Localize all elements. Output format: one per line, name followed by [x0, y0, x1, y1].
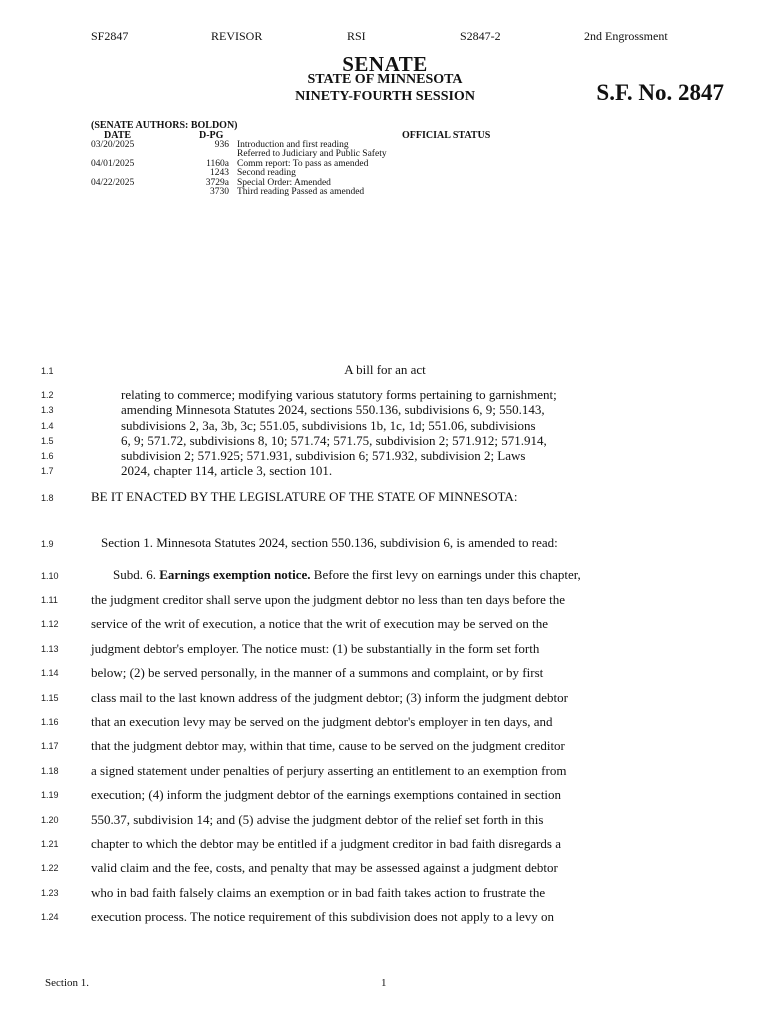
- history-dpg: 3729a: [205, 178, 229, 188]
- relating-clause-line: subdivision 2; 571.925; 571.931, subdivision 6; 571.932, subdivision 2; Laws: [121, 448, 526, 463]
- page-number: 1: [381, 977, 387, 989]
- history-status: Special Order: Amended: [237, 178, 331, 188]
- body-line: class mail to the last known address of the judgment debtor; (3) inform the judgment debtor: [91, 689, 568, 705]
- subdivision-number: Subd. 6.: [113, 567, 160, 582]
- body-line: execution; (4) inform the judgment debtor of the earnings exemptions contained in section: [91, 787, 562, 803]
- line-number: 1.4: [41, 421, 54, 431]
- line-number: 1.20: [41, 814, 59, 825]
- history-col-status: OFFICIAL STATUS: [402, 130, 491, 141]
- history-dpg: 1160a: [206, 159, 229, 169]
- body-line: judgment debtor's employer. The notice must: (1) be substantially in the form set forth: [91, 640, 540, 656]
- header-version: S2847-2: [460, 29, 501, 43]
- body-line: 550.37, subdivision 14; and (5) advise the judgment debtor of the relief set forth in this: [91, 811, 544, 827]
- line-number: 1.14: [41, 668, 59, 679]
- history-dpg: 936: [214, 140, 229, 150]
- history-row: [91, 188, 521, 198]
- history-col-date: DATE: [104, 130, 132, 141]
- line-number: 1.18: [41, 765, 59, 776]
- history-status: Introduction and first reading: [237, 140, 349, 150]
- history-status: Second reading: [237, 168, 296, 178]
- line-number: 1.2: [41, 390, 54, 400]
- body-line: below; (2) be served personally, in the manner of a summons and complaint, or by first: [91, 665, 544, 681]
- body-line: execution process. The notice requirement of this subdivision does not apply to a levy on: [91, 909, 554, 925]
- state-title: STATE OF MINNESOTA: [307, 72, 463, 87]
- line-number: 1.13: [41, 643, 59, 654]
- section-heading: Section 1. Minnesota Statutes 2024, section 550.136, subdivision 6, is amended to read:: [101, 535, 558, 550]
- line-number: 1.24: [41, 912, 59, 923]
- senate-authors: (SENATE AUTHORS: BOLDON): [91, 120, 238, 131]
- body-line: the judgment creditor shall serve upon the judgment debtor no less than ten days before the: [91, 592, 566, 607]
- line-number: 1.8: [41, 493, 54, 503]
- senate-title: SENATE: [342, 52, 428, 76]
- line-number: 1.15: [41, 692, 59, 703]
- history-status: Third reading Passed as amended: [237, 187, 365, 197]
- line-number: 1.5: [41, 436, 54, 446]
- relating-clause-line: subdivisions 2, 3a, 3b, 3c; 551.05, subdivisions 1b, 1c, 1d; 551.06, subdivisions: [121, 418, 536, 433]
- file-number: S.F. No. 2847: [596, 80, 724, 105]
- history-col-dpg: D-PG: [199, 130, 224, 141]
- relating-clause-line: relating to commerce; modifying various statutory forms pertaining to garnishment;: [121, 387, 557, 402]
- line-number: 1.23: [41, 887, 59, 898]
- body-line: a signed statement under penalties of perjury asserting an entitlement to an exemption from: [91, 762, 567, 778]
- header-office: REVISOR: [211, 29, 263, 43]
- relating-clause-line: 6, 9; 571.72, subdivisions 8, 10; 571.74; 571.75, subdivision 2; 571.912; 571.914,: [121, 433, 547, 448]
- enacting-clause: BE IT ENACTED BY THE LEGISLATURE OF THE STATE OF MINNESOTA:: [91, 489, 518, 504]
- line-number: 1.12: [41, 619, 59, 630]
- line-number: 1.6: [41, 451, 54, 461]
- footer-section: Section 1.: [45, 977, 89, 989]
- header-initials: RSI: [347, 29, 366, 43]
- subdivision-text: Before the first levy on earnings under this chapter,: [310, 567, 581, 582]
- history-date: 04/01/2025: [91, 159, 135, 169]
- line-number: 1.3: [41, 405, 54, 415]
- body-line: chapter to which the debtor may be entitled if a judgment creditor in bad faith disregards a: [91, 836, 562, 851]
- line-number: 1.9: [41, 539, 54, 549]
- session-title: NINETY-FOURTH SESSION: [295, 89, 475, 104]
- header-engrossment: 2nd Engrossment: [584, 29, 668, 43]
- history-date: 04/22/2025: [91, 178, 135, 188]
- body-line: that an execution levy may be served on the judgment debtor's employer in ten days, and: [91, 714, 553, 729]
- history-status: Referred to Judiciary and Public Safety: [237, 149, 387, 159]
- bill-title: A bill for an act: [344, 362, 426, 377]
- relating-clause-line: 2024, chapter 114, article 3, section 101.: [121, 463, 333, 478]
- history-dpg: 3730: [210, 187, 229, 197]
- line-number: 1.22: [41, 863, 59, 874]
- line-number: 1.21: [41, 839, 59, 849]
- header-file: SF2847: [91, 29, 129, 43]
- history-dpg: 1243: [210, 168, 229, 178]
- body-line: who in bad faith falsely claims an exemption or in bad faith takes action to frustrate the: [91, 884, 546, 900]
- line-number: 1.16: [41, 717, 59, 727]
- relating-clause-line: amending Minnesota Statutes 2024, sections 550.136, subdivisions 6, 9; 550.143,: [121, 402, 545, 417]
- body-line: that the judgment debtor may, within that time, cause to be served on the judgment creditor: [91, 738, 565, 754]
- line-number: 1.11: [41, 595, 58, 605]
- subdivision-heading: Earnings exemption notice.: [159, 567, 311, 582]
- subdivision-line: [113, 567, 581, 583]
- line-number: 1.19: [41, 790, 59, 801]
- history-date: 03/20/2025: [91, 140, 135, 150]
- history-status: Comm report: To pass as amended: [237, 159, 369, 169]
- body-line: service of the writ of execution, a notice that the writ of execution may be served on the: [91, 616, 548, 632]
- line-number: 1.1: [41, 366, 54, 376]
- body-line: valid claim and the fee, costs, and penalty that may be assessed against a judgment debtor: [91, 860, 558, 876]
- line-number: 1.17: [41, 741, 59, 752]
- line-number: 1.7: [41, 466, 54, 476]
- line-number: 1.10: [41, 571, 59, 581]
